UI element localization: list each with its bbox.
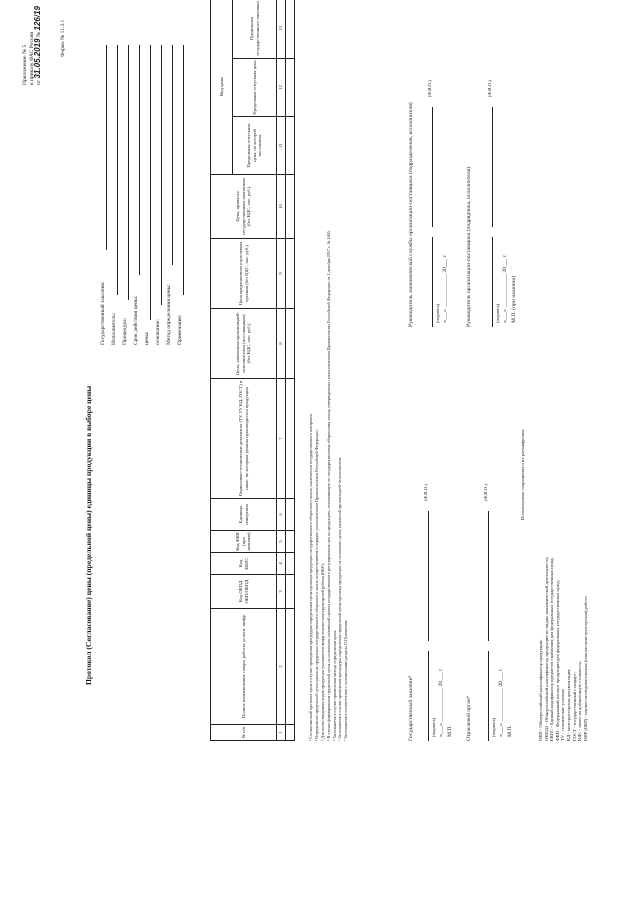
col-ekps: Код ЕКПС	[211, 553, 277, 575]
page-title: Протокол (Согласование) цены (предельной цены) единицы продукции в выборе цены	[84, 385, 93, 685]
form-number: Форма № 11.3.1	[60, 19, 66, 57]
field-note: Примечание:	[177, 45, 188, 345]
order-label: к приказу ФАС России	[28, 31, 35, 85]
field-procedure: Процедура:	[122, 45, 133, 345]
footnote-7: ⁷ Заполняется в соответствии с положениями раздела II Положения.	[343, 619, 349, 741]
sub-col-b: Предельная отпускная цена	[233, 59, 277, 117]
table-row	[286, 0, 295, 741]
col-price-customer: Цена, принятая государственным заказчиком (без НДС, тыс. руб.)	[211, 175, 277, 239]
col-name: Полное наименование товара, работы, услуги, шифр	[211, 609, 277, 725]
field-customer: Государственный заказчик:	[100, 45, 111, 345]
col-okpd: Код ОКПД ОКП/ОКПД	[211, 575, 277, 609]
sub-col-a: Предельная отпускная цена, по которой поставлена	[233, 117, 277, 175]
fields-block	[100, 45, 188, 345]
econ-sign-label: Руководитель экономической службы организации-поставщика (подразделения, исполнителя)	[408, 102, 414, 327]
col-price-declared: Цена, заявленная организацией-исполнителем (поставщиком) (без НДС, тыс. руб.)	[211, 309, 277, 379]
table-number-row: 1 2 3 4 5 6 7 8 9 10 11 12 13	[277, 0, 286, 741]
order-date-line: от 31.05.2019 № 126/19	[33, 6, 42, 85]
handwritten-date: 31.05.2019	[33, 38, 42, 79]
field-contractor: Исполнитель:	[111, 45, 122, 345]
field-prices: цены:	[144, 45, 155, 345]
col-ntd: Нормативно-технические документы (ТУ, ТУ КД, ГОСТ) и иные, по которым должна производиться продукция	[211, 379, 277, 499]
handwritten-number: 126/19	[33, 6, 42, 31]
footnote-6: ⁶ Заполняется в случае проведения процедуры определения предельной цены единицы продукции на основании цены, указанной организацией-исполнителем.	[337, 456, 343, 741]
price-table	[210, 0, 295, 741]
field-basis: основание:	[155, 45, 166, 345]
footnote-3: ³ Для вновь вводимых видов продукции указывается шифр опытно-конструкторской работы (ОКР).	[319, 563, 325, 741]
col-num: № п/п	[211, 725, 277, 741]
agency-sign-label: Отраслевой орган⁸	[466, 696, 472, 741]
abbreviations-list: ОКП - Общероссийский классификатор продукции; ОКПД2 - Общероссийский классификатор продукции по видам экономической деятельности; ЕКПС - Единый кодификатор предметов снабжения для федеральных государственных нужд; ФКИ - Федеральный каталог продукции для федеральных государственных нужд; ТУ - технические условия; КД - конструкторская документация; ГОСТ - государственный стандарт; НДС - налог на добавленную стоимость; НИР (ОКР) - научно-исследовательская (опытно-конструкторская) работа.	[538, 556, 588, 741]
footnote-2: ² Определение предельной цены единицы продукции государственного оборонного заказа осуществляется в порядке, установленном Правительством Российской Федерации.	[313, 429, 319, 741]
field-term: Срок действия цены:	[133, 45, 144, 345]
head-sign-label: Руководитель организации-поставщика (подрядчика, исполнителя)	[466, 166, 472, 327]
col-price-type: Вид цены	[211, 0, 233, 175]
signatures-right: Руководитель экономической службы организации-поставщика (подразделения, исполнителя) (подпись) (Ф.И.О.) «___» ____________ 20___ г. Руководитель организации-поставщика (подрядчика, исполнителя) (подпись) (Ф.И.О.) «___» ____________ 20___ г. М.П. (при наличии)	[408, 7, 538, 327]
abbrev-heading: Используемые сокращения и их расшифровка:	[520, 428, 525, 520]
sub-col-c: Предельная государственного заказчика	[233, 0, 277, 59]
signatures-left: Государственный заказчик⁸ (подпись) (Ф.И.О.) «___» ____________ 20___ г. М.П. Отраслевой орган⁸ (подпись) (Ф.И.О.) «___» ____________ 20___ г. М.П.	[408, 471, 538, 741]
col-unit: Единица измерения	[211, 499, 277, 531]
footnote-4: ⁴ В случае формирования предельной цены на основании положений правил государственного регулирования цен на продукцию, поставляемую по государственному оборонному заказу, утвержденных постановлением Правительства Российской Федерации от 2 декабря 2017 г. № 1465.	[325, 230, 331, 741]
footnotes	[308, 1, 349, 741]
footnote-1: ¹ Согласованный протокол цены в случае проведения процедуры определения цены единицы продукции государственного оборонного заказа, заключения государственного контракта.	[308, 413, 313, 741]
customer-sign-label: Государственный заказчик⁸	[408, 675, 414, 741]
appendix-header	[22, 5, 43, 85]
appendix-label: Приложение № 5	[22, 44, 28, 85]
field-method: Метод определения цены:	[166, 45, 177, 345]
footnote-5: ⁵ Заполняется в случае применения метода определения цены.	[331, 629, 337, 741]
table-header-row-1	[211, 0, 233, 741]
col-price-agency: Цена предложенная отраслевым органом (без НДС, тыс. руб.)	[211, 239, 277, 309]
col-fki: Код ФКИ (при наличии)	[211, 531, 277, 553]
